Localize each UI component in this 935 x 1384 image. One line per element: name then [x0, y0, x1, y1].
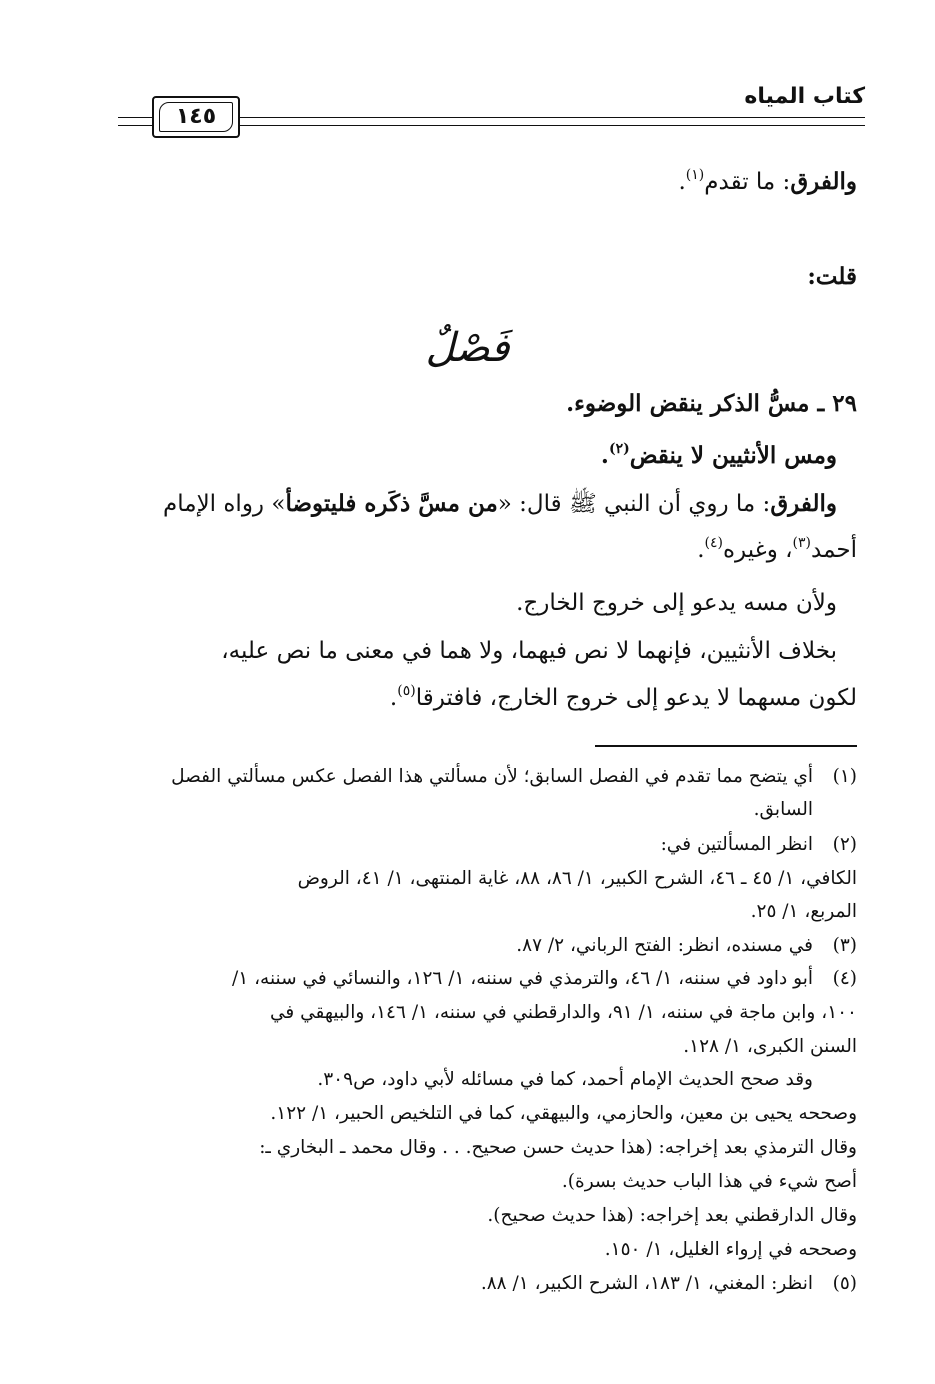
footnote-4-cont: وقال الدارقطني بعد إخراجه: (هذا حديث صحيح). [487, 1205, 857, 1226]
footnote-number: (٤) [832, 968, 857, 989]
footnote-ref-2[interactable]: (٢) [608, 441, 630, 457]
footnote-4-cont: وقال الترمذي بعد إخراجه: (هذا حديث حسن صحيح. . . وقال محمد ـ البخاري ـ: [259, 1137, 857, 1158]
footnote-ref-1[interactable]: (١) [685, 167, 705, 183]
issue-text: مسُّ الذكر ينقض الوضوء. [566, 390, 810, 417]
footnote-4 [118, 970, 857, 989]
footnote-1 [118, 768, 857, 787]
footnote-1-cont: السابق. [753, 799, 813, 820]
footnote-4-cont: السنن الكبرى، ١/ ١٢٨. [683, 1036, 857, 1057]
header-rule [240, 117, 865, 126]
footnote-ref-3[interactable]: (٣) [792, 535, 812, 551]
farq-line-2 [118, 492, 837, 516]
running-title: كتاب المياه [744, 84, 865, 109]
footnote-text: انظر المسألتين في: [660, 834, 813, 855]
footnote-2 [118, 836, 857, 855]
page-number: ١٤٥ [175, 104, 217, 129]
footnote-number: (٥) [832, 1273, 857, 1294]
issue-line [118, 392, 857, 415]
footnote-number: (٢) [832, 834, 857, 855]
footnote-5 [118, 1275, 857, 1294]
footnote-4-cont: ١٠٠، وابن ماجة في سننه، ١/ ٩١، والدارقطني في سننه، ١/ ١٤٦، والبيهقي في [269, 1002, 857, 1023]
unthayayn-text: ومس الأنثيين لا ينقض [629, 442, 837, 469]
footnote-4-cont: أصح شيء في هذا الباب حديث بسرة). [561, 1171, 857, 1192]
likawn-end: . [389, 685, 398, 711]
likawn-text: لكون مسهما لا يدعو إلى خروج الخارج، فافترقا [415, 685, 857, 711]
footnote-text: انظر: المغني، ١/ ١٨٣، الشرح الكبير، ١/ ٨٨. [480, 1273, 813, 1294]
footnote-ref-4[interactable]: (٤) [704, 535, 723, 551]
footnote-4-cont: وصححه في إرواء الغليل، ١/ ١٥٠. [604, 1239, 857, 1260]
footnote-separator [595, 745, 857, 747]
farq-text-b: » رواه الإمام [163, 491, 286, 517]
footnote-ref-5[interactable]: (٥) [397, 683, 416, 699]
footnote-2-cont: المربع، ١/ ٢٥. [750, 901, 857, 922]
footnote-text: أبو داود في سننه، ١/ ٤٦، والترمذي في سننه، ١/ ١٢٦، والنسائي في سننه، ١/ [232, 968, 813, 989]
farq2-end: . [697, 537, 705, 563]
farq-line-1 [118, 168, 857, 194]
likawn-line [118, 684, 857, 710]
farq2-a: أحمد [811, 537, 857, 563]
farq-end-1: . [678, 169, 686, 195]
footnote-4-cont: وقد صحح الحديث الإمام أحمد، كما في مسائله لأبي داود، ص٣٠٩. [317, 1069, 813, 1090]
footnote-text: في مسنده، انظر: الفتح الرباني، ٢/ ٨٧. [516, 935, 813, 956]
farq-text-a: : ما روي أن النبي ﷺ قال: « [497, 491, 771, 517]
fasl-ornament: فَصْلٌ [425, 325, 510, 371]
unthayayn-line [118, 442, 837, 467]
unthayayn-end: . [600, 442, 609, 469]
header-rule-left [118, 117, 152, 126]
issue-number: ٢٩ ـ [817, 390, 857, 417]
massuhu-line: ولأن مسه يدعو إلى خروج الخارج. [516, 590, 837, 616]
footnote-4-cont: وصححه يحيى بن معين، والحازمي، والبيهقي، كما في التلخيص الحبير، ١/ ١٢٢. [270, 1103, 857, 1124]
khilaf-line: بخلاف الأنثيين، فإنهما لا نص فيهما، ولا هما في معنى ما نص عليه، [221, 638, 837, 664]
footnote-number: (٣) [832, 935, 857, 956]
footnote-3 [118, 937, 857, 956]
footnote-text: أي يتضح مما تقدم في الفصل السابق؛ لأن مسألتي هذا الفصل عكس مسألتي الفصل [171, 766, 813, 787]
footnote-2-cont: الكافي، ١/ ٤٥ ـ ٤٦، الشرح الكبير، ١/ ٨٦، ٨٨، غاية المنتهى، ١/ ٤١، الروض [297, 868, 857, 889]
page-number-frame [152, 96, 240, 138]
farq-text-1: : ما تقدم [704, 169, 791, 195]
farq-label-1: والفرق [790, 168, 857, 195]
hadith-quote: من مسَّ ذكَره فليتوضأ [285, 490, 498, 517]
footnote-number: (١) [832, 766, 857, 787]
qult-heading: قلت: [807, 263, 857, 290]
farq2-b: ، وغيره [722, 537, 793, 563]
farq-label-2: والفرق [770, 490, 837, 517]
farq-line-3 [118, 536, 857, 562]
